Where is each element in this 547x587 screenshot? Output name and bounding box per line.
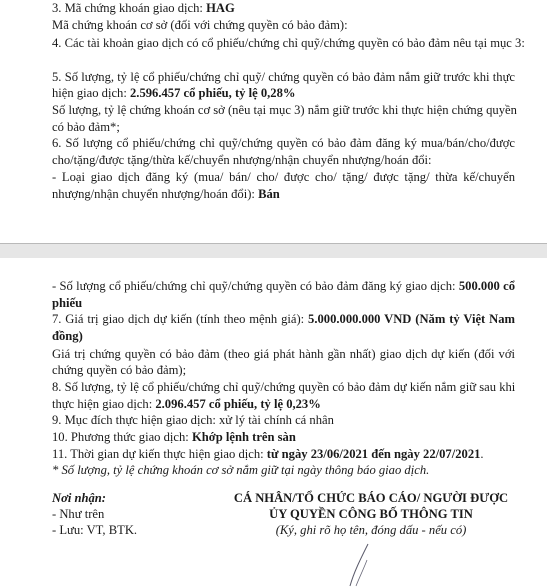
- item-3-line: 3. Mã chứng khoán giao dịch: HAG: [52, 1, 235, 15]
- item-5-line-1: 5. Số lượng, tỷ lệ cổ phiếu/chứng chỉ quỹ/ chứng quyền có bảo đảm nắm giữ trước khi thực: [52, 70, 515, 84]
- registered-quantity: 500.000 cổ: [458, 279, 515, 293]
- item-6-line-1: 6. Số lượng cổ phiếu/chứng chỉ quỹ/chứng quyền có bảo đảm đăng ký mua/bán/cho/được: [52, 136, 515, 150]
- recipients-block: [52, 490, 137, 538]
- item-5-line-3: Số lượng, tỷ lệ chứng khoán cơ sở (nêu tại mục 3) nắm giữ trước khi thực hiện chứng quyền: [52, 103, 517, 117]
- item-6-line-4: nhượng/nhận chuyển nhượng/hoán đổi): Bán: [52, 187, 280, 201]
- signer-block: [226, 490, 516, 538]
- item-5-line-2: hiện giao dịch: 2.596.457 cổ phiếu, tỷ lệ 0,28%: [52, 86, 296, 100]
- item-4: 4. Các tài khoản giao dịch có cổ phiếu/chứng chỉ quỹ/chứng quyền có bảo đảm nêu tại mục 3:: [52, 36, 525, 50]
- signature-mark: [320, 542, 390, 587]
- item-6-quantity-line-1: - Số lượng cổ phiếu/chứng chỉ quỹ/chứng quyền có bảo đảm đăng ký giao dịch: 500.000 cổ: [52, 279, 515, 293]
- item-8-line-1: 8. Số lượng, tỷ lệ cổ phiếu/chứng chỉ quỹ/chứng quyền có bảo đảm dự kiến nắm giữ sau khi: [52, 380, 516, 394]
- recipient-item: - Như trên: [52, 507, 105, 521]
- signer-note: (Ký, ghi rõ họ tên, đóng dấu - nếu có): [275, 523, 467, 537]
- document-page-2: [0, 258, 547, 587]
- transaction-value: 5.000.000.000 VND (Năm tỷ Việt Nam: [308, 312, 515, 326]
- signer-title-line-1: CÁ NHÂN/TỔ CHỨC BÁO CÁO/ NGƯỜI ĐƯỢC: [233, 491, 509, 505]
- item-3-underlying: Mã chứng khoán cơ sở (đối với chứng quyền có bảo đảm):: [52, 18, 348, 32]
- item-6-line-2: cho/tặng/được tặng/thừa kế/chuyển nhượng/nhận chuyển nhượng/hoán đổi:: [52, 153, 432, 167]
- page-break: [0, 243, 547, 259]
- item-8-line-2: thực hiện giao dịch: 2.096.457 cổ phiếu, tỷ lệ 0,23%: [52, 397, 321, 411]
- document-page-1: [0, 0, 547, 243]
- item-6-line-3: - Loại giao dịch đăng ký (mua/ bán/ cho/ được cho/ tặng/ được tặng/ thừa kế/chuyển: [52, 170, 515, 184]
- item-7-line-2: đồng): [52, 329, 83, 343]
- item-7-line-4: chứng quyền có bảo đảm);: [52, 363, 187, 377]
- recipients-title: Nơi nhận:: [52, 491, 107, 505]
- item-6-quantity-line-2: phiếu: [52, 296, 83, 310]
- item-7-line-1: 7. Giá trị giao dịch dự kiến (tính theo mệnh giá): 5.000.000.000 VND (Năm tỷ Việt Nam: [52, 312, 515, 326]
- transaction-type: Bán: [258, 187, 280, 201]
- item-10: 10. Phương thức giao dịch: Khớp lệnh trên sàn: [52, 430, 296, 444]
- item-11: 11. Thời gian dự kiến thực hiện giao dịch: từ ngày 23/06/2021 đến ngày 22/07/2021.: [52, 447, 484, 461]
- item-5-line-4: có bảo đảm*;: [52, 120, 120, 134]
- holding-before: 2.596.457 cổ phiếu, tỷ lệ 0,28%: [130, 86, 296, 100]
- item-9: 9. Mục đích thực hiện giao dịch: xử lý tài chính cá nhân: [52, 413, 334, 427]
- stock-code: HAG: [206, 1, 235, 15]
- item-7-line-3: Giá trị chứng quyền có bảo đảm (theo giá phát hành gần nhất) giao dịch dự kiến (đối với: [52, 347, 515, 361]
- recipient-item: - Lưu: VT, BTK.: [52, 523, 138, 537]
- signer-title-line-2: ỦY QUYỀN CÔNG BỐ THÔNG TIN: [269, 507, 473, 521]
- transaction-method: Khớp lệnh trên sàn: [191, 430, 296, 444]
- holding-after: 2.096.457 cổ phiếu, tỷ lệ 0,23%: [155, 397, 321, 411]
- transaction-period: từ ngày 23/06/2021 đến ngày 22/07/2021: [266, 447, 481, 461]
- footnote: * Số lượng, tỷ lệ chứng khoán cơ sở nắm giữ tại ngày thông báo giao dịch.: [52, 463, 430, 477]
